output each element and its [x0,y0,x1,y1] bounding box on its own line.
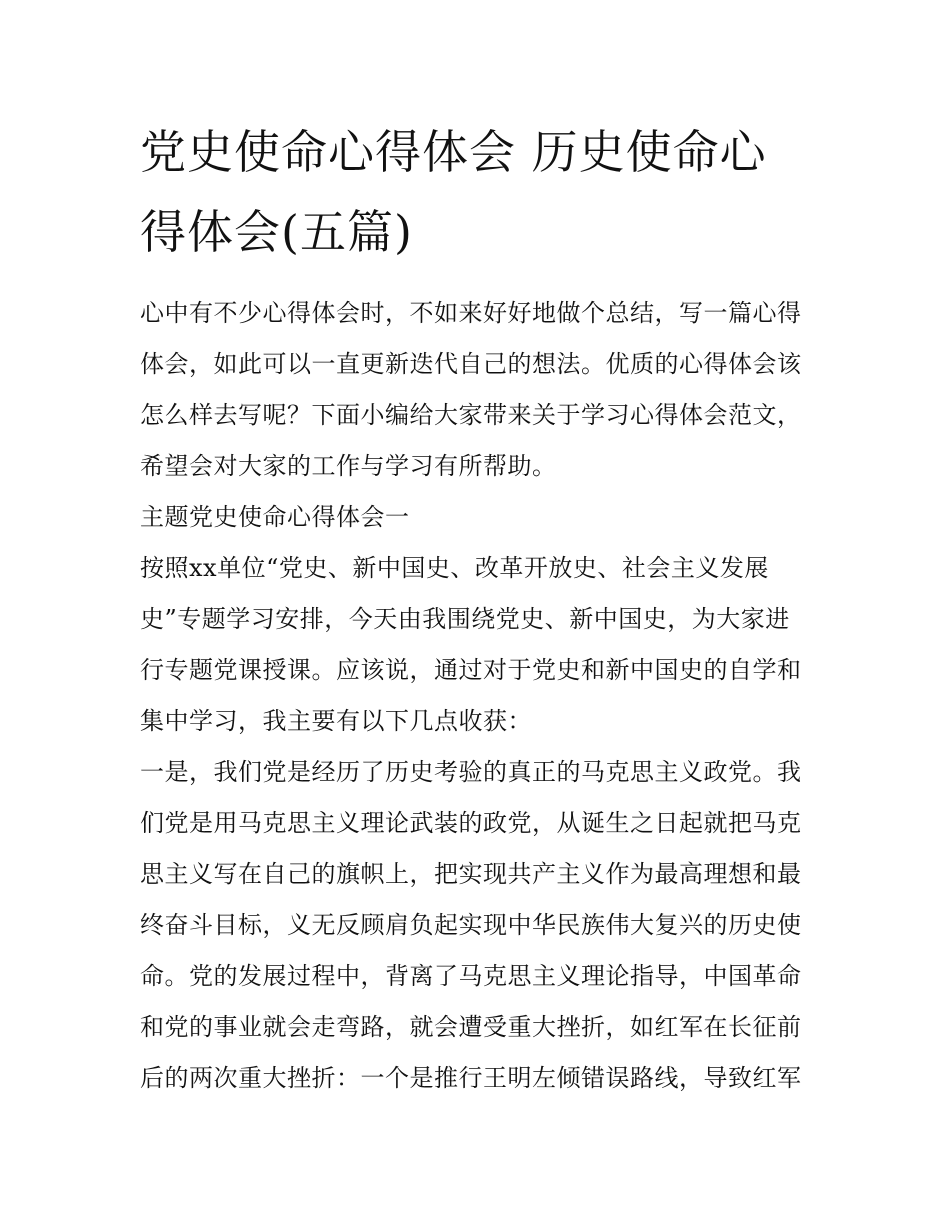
title-line: 党史使命心得体会 历史使命心 [140,125,767,179]
text-line: 们党是用马克思主义理论武装的政党，从诞生之日起就把马克 [140,809,802,837]
text-line: 行专题党课授课。应该说，通过对于党史和新中国史的自学和 [140,656,802,684]
document-body [140,288,815,1104]
text-line: 怎么样去写呢？下面小编给大家带来关于学习心得体会范文， [140,401,802,429]
text-line: 史”专题学习安排，今天由我围绕党史、新中国史，为大家进 [140,605,790,633]
text-line: 命。党的发展过程中，背离了马克思主义理论指导，中国革命 [140,962,802,990]
section-heading: 主题党史使命心得体会一 [140,503,410,531]
text-line: 后的两次重大挫折：一个是推行王明左倾错误路线，导致红军 [140,1064,802,1092]
text-line: 按照xx单位“党史、新中国史、改革开放史、社会主义发展 [140,554,769,582]
text-line: 和党的事业就会走弯路，就会遭受重大挫折，如红军在长征前 [140,1013,802,1041]
text-line: 心中有不少心得体会时，不如来好好地做个总结，写一篇心得 [140,299,802,327]
title-line: 得体会(五篇) [140,205,413,259]
text-line: 思主义写在自己的旗帜上，把实现共产主义作为最高理想和最 [140,860,802,888]
text-line: 集中学习，我主要有以下几点收获： [140,707,532,735]
text-line: 体会，如此可以一直更新迭代自己的想法。优质的心得体会该 [140,350,802,378]
text-line: 希望会对大家的工作与学习有所帮助。 [140,452,557,480]
document-page [140,112,815,1104]
document-title [140,112,815,272]
text-line: 一是，我们党是经历了历史考验的真正的马克思主义政党。我 [140,758,802,786]
text-line: 终奋斗目标，义无反顾肩负起实现中华民族伟大复兴的历史使 [140,911,802,939]
